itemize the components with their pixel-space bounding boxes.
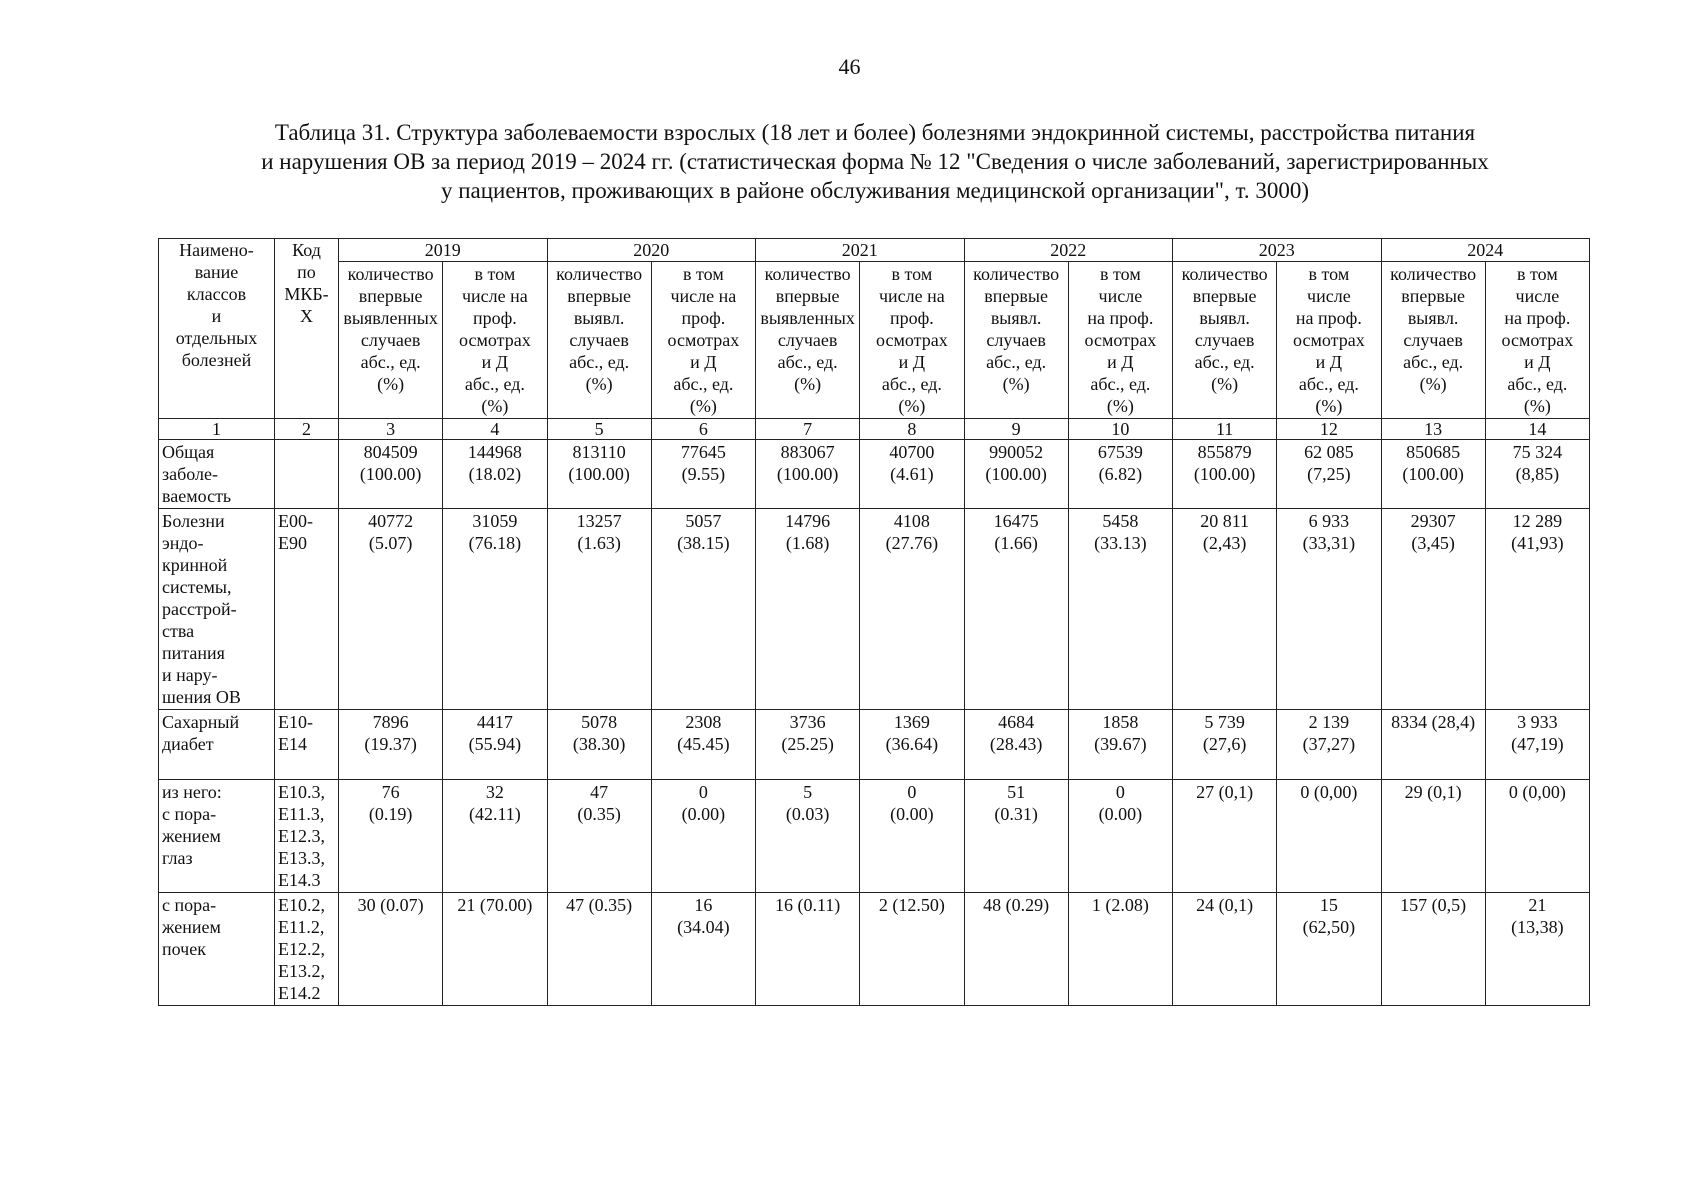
row-name-cell: из него: с пора- жением глаз <box>159 780 275 893</box>
value-cell: 855879 (100.00) <box>1173 440 1277 509</box>
value-cell: 13257 (1.63) <box>547 509 651 710</box>
subheader-cell: в том числе на проф. осмотрах и Д абс., ед. (%) <box>1485 262 1589 419</box>
column-number-row <box>159 419 1590 440</box>
value-cell: 5 739 (27,6) <box>1173 710 1277 780</box>
value-cell: 21 (70.00) <box>443 893 547 1006</box>
column-number-cell: 11 <box>1173 419 1277 440</box>
subheader-row <box>159 262 1590 419</box>
subheader-cell: в том числе на проф. осмотрах и Д абс., ед. (%) <box>651 262 755 419</box>
value-cell: 40700 (4.61) <box>860 440 964 509</box>
row-code-cell: E10- E14 <box>275 710 339 780</box>
row-name-cell: Болезни эндо- кринной системы, расстрой- ства питания и нару- шения ОВ <box>159 509 275 710</box>
value-cell: 62 085 (7,25) <box>1277 440 1381 509</box>
value-cell: 3 933 (47,19) <box>1485 710 1589 780</box>
subheader-cell: количество впервые выявл. случаев абс., ед. (%) <box>547 262 651 419</box>
table-row <box>159 710 1590 780</box>
value-cell: 7896 (19.37) <box>339 710 443 780</box>
header-name <box>159 239 275 419</box>
value-cell: 48 (0.29) <box>964 893 1068 1006</box>
subheader-cell: количество впервые выявл. случаев абс., ед. (%) <box>1381 262 1485 419</box>
value-cell: 883067 (100.00) <box>756 440 860 509</box>
year-header-row <box>159 239 1590 262</box>
value-cell: 32 (42.11) <box>443 780 547 893</box>
row-code-cell: E00- E90 <box>275 509 339 710</box>
year-2024: 2024 <box>1381 239 1590 262</box>
subheader-cell: количество впервые выявл. случаев абс., ед. (%) <box>964 262 1068 419</box>
value-cell: 15 (62,50) <box>1277 893 1381 1006</box>
subheader-cell: в том числе на проф. осмотрах и Д абс., ед. (%) <box>1068 262 1172 419</box>
table-row <box>159 509 1590 710</box>
caption-line-3: у пациентов, проживающих в районе обслуживания медицинской организации", т. 3000) <box>440 178 1310 203</box>
table-row <box>159 893 1590 1006</box>
year-2023: 2023 <box>1173 239 1382 262</box>
value-cell: 67539 (6.82) <box>1068 440 1172 509</box>
value-cell: 27 (0,1) <box>1173 780 1277 893</box>
value-cell: 0 (0.00) <box>860 780 964 893</box>
row-name-cell: Общая заболе- ваемость <box>159 440 275 509</box>
value-cell: 4108 (27.76) <box>860 509 964 710</box>
year-2021: 2021 <box>756 239 965 262</box>
value-cell: 16 (34.04) <box>651 893 755 1006</box>
column-number-cell: 6 <box>651 419 755 440</box>
column-number-cell: 1 <box>159 419 275 440</box>
value-cell: 24 (0,1) <box>1173 893 1277 1006</box>
header-name-text: Наимено- вание классов и отдельных болезней <box>175 240 258 370</box>
year-2020: 2020 <box>547 239 756 262</box>
column-number-cell: 8 <box>860 419 964 440</box>
value-cell: 47 (0.35) <box>547 893 651 1006</box>
value-cell: 75 324 (8,85) <box>1485 440 1589 509</box>
year-2022: 2022 <box>964 239 1173 262</box>
year-2019: 2019 <box>339 239 548 262</box>
column-number-cell: 2 <box>275 419 339 440</box>
value-cell: 990052 (100.00) <box>964 440 1068 509</box>
value-cell: 4417 (55.94) <box>443 710 547 780</box>
value-cell: 157 (0,5) <box>1381 893 1485 1006</box>
column-number-cell: 14 <box>1485 419 1589 440</box>
value-cell: 6 933 (33,31) <box>1277 509 1381 710</box>
table-row <box>159 440 1590 509</box>
column-number-cell: 12 <box>1277 419 1381 440</box>
subheader-cell: в том числе на проф. осмотрах и Д абс., ед. (%) <box>443 262 547 419</box>
caption-line-2: и нарушения ОВ за период 2019 – 2024 гг. (статистическая форма № 12 "Сведения о числе заболеваний, зарегистрированных <box>261 149 1489 174</box>
value-cell: 30 (0.07) <box>339 893 443 1006</box>
table-body <box>159 440 1590 1006</box>
page-number: 46 <box>838 54 861 79</box>
header-code-text: Код по МКБ- Х <box>284 240 329 326</box>
value-cell: 804509 (100.00) <box>339 440 443 509</box>
row-code-cell: E10.3, E11.3, E12.3, E13.3, E14.3 <box>275 780 339 893</box>
row-code-cell <box>275 440 339 509</box>
value-cell: 77645 (9.55) <box>651 440 755 509</box>
value-cell: 4684 (28.43) <box>964 710 1068 780</box>
header-code <box>275 239 339 419</box>
value-cell: 5 (0.03) <box>756 780 860 893</box>
value-cell: 2308 (45.45) <box>651 710 755 780</box>
value-cell: 850685 (100.00) <box>1381 440 1485 509</box>
value-cell: 813110 (100.00) <box>547 440 651 509</box>
value-cell: 40772 (5.07) <box>339 509 443 710</box>
value-cell: 16 (0.11) <box>756 893 860 1006</box>
table-row <box>159 780 1590 893</box>
value-cell: 0 (0,00) <box>1277 780 1381 893</box>
column-number-cell: 7 <box>756 419 860 440</box>
value-cell: 47 (0.35) <box>547 780 651 893</box>
value-cell: 1858 (39.67) <box>1068 710 1172 780</box>
subheader-cell: в том числе на проф. осмотрах и Д абс., ед. (%) <box>860 262 964 419</box>
value-cell: 1 (2.08) <box>1068 893 1172 1006</box>
table-caption <box>150 118 1600 205</box>
row-code-cell: E10.2, E11.2, E12.2, E13.2, E14.2 <box>275 893 339 1006</box>
value-cell: 5458 (33.13) <box>1068 509 1172 710</box>
subheader-cell: количество впервые выявленных случаев абс., ед. (%) <box>756 262 860 419</box>
value-cell: 21 (13,38) <box>1485 893 1589 1006</box>
value-cell: 76 (0.19) <box>339 780 443 893</box>
value-cell: 2 (12.50) <box>860 893 964 1006</box>
value-cell: 0 (0.00) <box>651 780 755 893</box>
value-cell: 31059 (76.18) <box>443 509 547 710</box>
subheader-cell: в том числе на проф. осмотрах и Д абс., ед. (%) <box>1277 262 1381 419</box>
row-name-cell: с пора- жением почек <box>159 893 275 1006</box>
column-number-cell: 9 <box>964 419 1068 440</box>
column-number-cell: 13 <box>1381 419 1485 440</box>
value-cell: 8334 (28,4) <box>1381 710 1485 780</box>
value-cell: 14796 (1.68) <box>756 509 860 710</box>
value-cell: 20 811 (2,43) <box>1173 509 1277 710</box>
value-cell: 16475 (1.66) <box>964 509 1068 710</box>
value-cell: 3736 (25.25) <box>756 710 860 780</box>
column-number-cell: 4 <box>443 419 547 440</box>
value-cell: 29307 (3,45) <box>1381 509 1485 710</box>
subheader-cell: количество впервые выявл. случаев абс., ед. (%) <box>1173 262 1277 419</box>
value-cell: 0 (0,00) <box>1485 780 1589 893</box>
column-number-cell: 3 <box>339 419 443 440</box>
value-cell: 2 139 (37,27) <box>1277 710 1381 780</box>
value-cell: 29 (0,1) <box>1381 780 1485 893</box>
value-cell: 5057 (38.15) <box>651 509 755 710</box>
column-number-cell: 5 <box>547 419 651 440</box>
value-cell: 51 (0.31) <box>964 780 1068 893</box>
value-cell: 12 289 (41,93) <box>1485 509 1589 710</box>
caption-line-1: Таблица 31. Структура заболеваемости взрослых (18 лет и более) болезнями эндокринной системы, расстройства питания <box>274 120 1476 145</box>
value-cell: 5078 (38.30) <box>547 710 651 780</box>
row-name-cell: Сахарный диабет <box>159 710 275 780</box>
subheader-cell: количество впервые выявленных случаев абс., ед. (%) <box>339 262 443 419</box>
column-number-cell: 10 <box>1068 419 1172 440</box>
morbidity-table <box>158 238 1590 1006</box>
value-cell: 144968 (18.02) <box>443 440 547 509</box>
value-cell: 0 (0.00) <box>1068 780 1172 893</box>
value-cell: 1369 (36.64) <box>860 710 964 780</box>
